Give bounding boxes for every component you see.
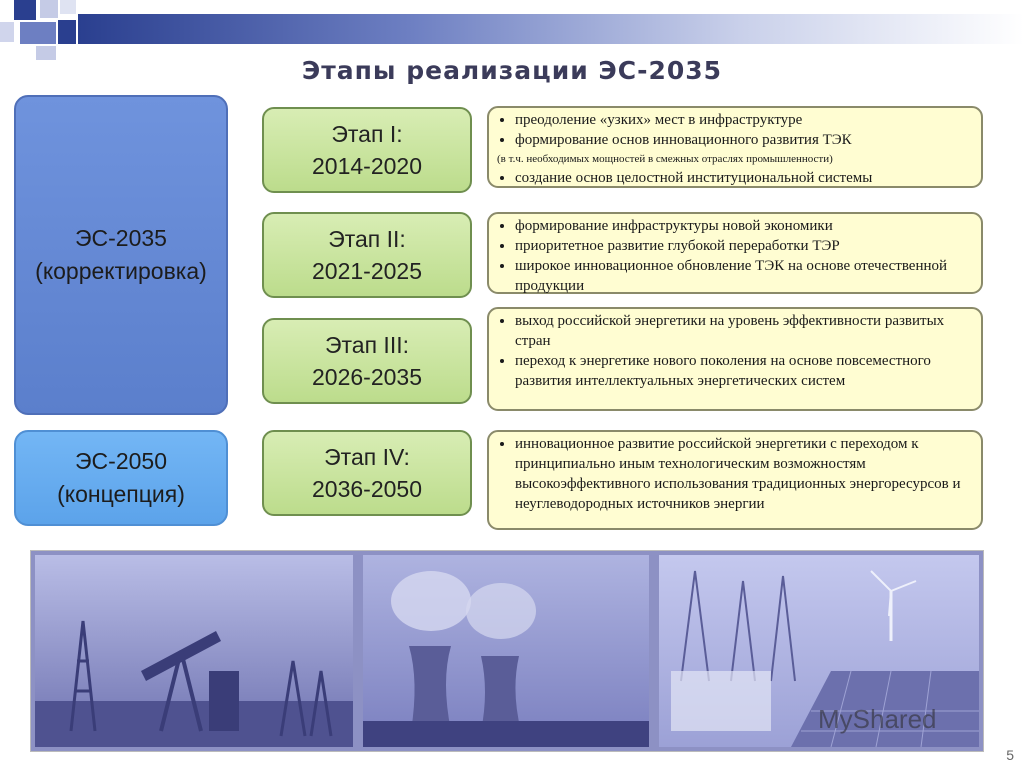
- list-item: • переход к энергетике нового поколения на основе повсеместного развития интеллектуальных энергетических систем: [515, 351, 973, 391]
- stage-name: Этап I:: [331, 121, 403, 147]
- es2035-label: ЭС-2035: [75, 225, 167, 251]
- es2050-box: [14, 430, 228, 526]
- page-title: Этапы реализации ЭС-2035: [301, 56, 723, 85]
- stage-years: 2036-2050: [312, 476, 422, 502]
- watermark-logo: MyShared: [818, 704, 937, 734]
- es2035-sublabel: (корректировка): [35, 258, 207, 284]
- stage-2-box: [262, 212, 472, 298]
- stage-years: 2021-2025: [312, 258, 422, 284]
- stage-1-description: [487, 106, 983, 188]
- stage-1-box: [262, 107, 472, 193]
- list-item: • приоритетное развитие глубокой переработки ТЭР: [515, 236, 973, 256]
- header-decoration: [0, 0, 1024, 52]
- stage-2-description: [487, 212, 983, 294]
- list-item: • преодоление «узких» мест в инфраструктуре: [515, 110, 973, 130]
- list-item: • широкое инновационное обновление ТЭК на основе отечественной продукции: [515, 256, 973, 296]
- list-item: • инновационное развитие российской энергетики с переходом к принципиально иным технологическим возможностям высокоэффективного использования традиционных энергоресурсов и неуглеводородных источников энергии: [515, 434, 973, 514]
- list-item: • выход российской энергетики на уровень эффективности развитых стран: [515, 311, 973, 351]
- stage-name: Этап II:: [328, 226, 406, 252]
- deco-square: [20, 22, 56, 44]
- stage-4-description: [487, 430, 983, 530]
- deco-square: [0, 22, 14, 42]
- stage-3-description: [487, 307, 983, 411]
- deco-square: [60, 0, 76, 14]
- es2035-box: [14, 95, 228, 415]
- deco-square: [40, 0, 58, 18]
- stage-name: Этап IV:: [324, 444, 410, 470]
- deco-square: [58, 20, 76, 44]
- list-item-note: (в т.ч. необходимых мощностей в смежных отраслях промышленности): [497, 153, 833, 165]
- es2050-label: ЭС-2050: [75, 448, 167, 474]
- page-number: 5: [1006, 747, 1014, 763]
- stage-years: 2026-2035: [312, 364, 422, 390]
- stage-4-box: [262, 430, 472, 516]
- deco-square: [14, 0, 36, 20]
- list-item: • формирование инфраструктуры новой экономики: [515, 216, 973, 236]
- stage-3-box: [262, 318, 472, 404]
- stage-years: 2014-2020: [312, 153, 422, 179]
- list-item: • формирование основ инновационного развития ТЭК: [515, 130, 973, 150]
- es2050-sublabel: (концепция): [57, 481, 185, 507]
- stage-name: Этап III:: [324, 332, 409, 358]
- list-item: • создание основ целостной институциональной системы: [515, 168, 973, 188]
- header-gradient-bar: [78, 14, 1024, 44]
